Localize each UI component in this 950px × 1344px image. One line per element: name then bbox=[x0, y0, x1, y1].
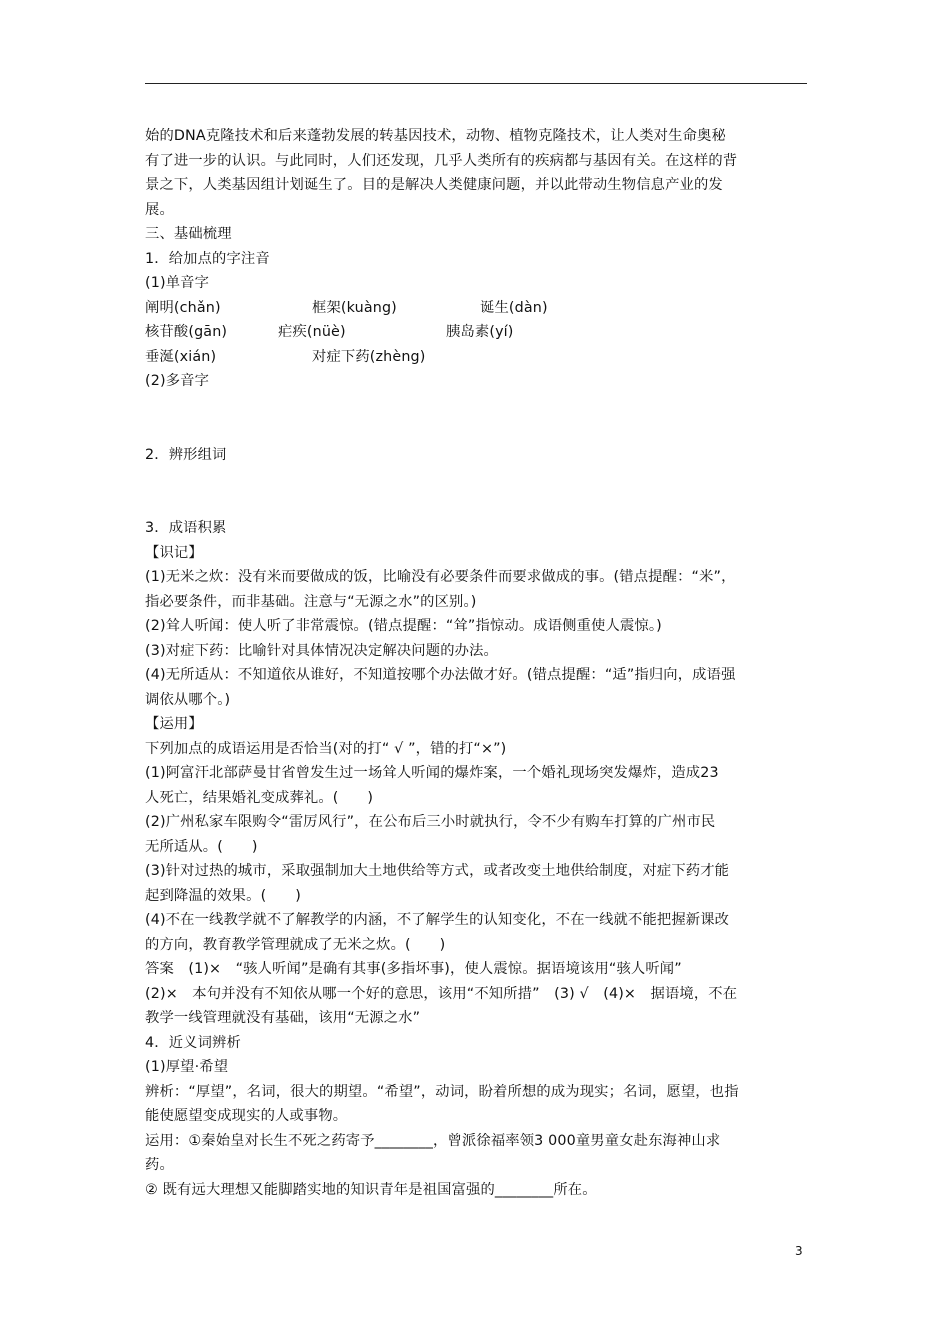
exercise-line: 下列加点的成语运用是否恰当(对的打“ √ ”，错的打“×”) bbox=[145, 740, 507, 757]
answer-line: 答案 (1)× “骇人听闻”是确有其事(多指坏事)，使人震惊。据语境该用“骇人听闻” bbox=[145, 961, 682, 977]
pinyin-item: 胰岛素(yí) bbox=[446, 324, 514, 340]
answer-line: (2)× 本句并没有不知依从哪一个好的意思，该用“不知所措” (3) √ (4)× 据语境，不在 bbox=[145, 985, 738, 1002]
section-heading: 三、基础梳理 bbox=[145, 226, 232, 242]
page-number: 3 bbox=[795, 1244, 803, 1258]
memo-line: 指必要条件，而非基础。注意与“无源之水”的区别。) bbox=[145, 593, 477, 610]
memo-line: (4)无所适从：不知道依从谁好，不知道按哪个办法做才好。(错点提醒：“适”指归向，成语强 bbox=[145, 667, 736, 683]
text-line: 有了进一步的认识。与此同时，人们还发现，几乎人类所有的疾病都与基因有关。在这样的背 bbox=[145, 152, 738, 169]
memo-line: 调依从哪个。) bbox=[145, 691, 231, 708]
pinyin-item: 诞生(dàn) bbox=[480, 299, 548, 316]
exercise-line: (2)广州私家车限购令“雷厉风行”，在公布后三小时就执行，令不少有购车打算的广州市民 bbox=[145, 814, 716, 830]
exercise-line: (1)阿富汗北部萨曼甘省曾发生过一场耸人听闻的爆炸案，一个婚礼现场突发爆炸，造成23 bbox=[145, 765, 719, 781]
question-1-title: 1．给加点的字注音 bbox=[145, 250, 270, 267]
memo-tag: 【识记】 bbox=[145, 544, 203, 561]
synonym-line: 药。 bbox=[145, 1157, 174, 1173]
synonym-line: ② 既有远大理想又能脚踏实地的知识青年是祖国富强的________所在。 bbox=[145, 1181, 597, 1198]
pinyin-item: 阐明(chǎn) bbox=[145, 299, 221, 316]
exercise-line: (3)针对过热的城市，采取强制加大土地供给等方式，或者改变土地供给制度，对症下药才能 bbox=[145, 863, 730, 879]
text-line: 景之下，人类基因组计划诞生了。目的是解决人类健康问题，并以此带动生物信息产业的发 bbox=[145, 177, 723, 193]
synonym-line: (1)厚望·希望 bbox=[145, 1059, 229, 1075]
pinyin-item: 对症下药(zhèng) bbox=[312, 348, 426, 365]
pinyin-item: 核苷酸(gān) bbox=[145, 324, 228, 340]
exercise-line: 人死亡，结果婚礼变成葬礼。( ) bbox=[145, 789, 374, 806]
document-body bbox=[145, 124, 809, 1202]
use-tag: 【运用】 bbox=[145, 716, 203, 732]
text-line: 展。 bbox=[145, 201, 174, 218]
answer-space bbox=[145, 418, 809, 443]
pinyin-row bbox=[145, 320, 809, 345]
pinyin-item: 框架(kuàng) bbox=[312, 299, 397, 316]
exercise-line: 的方向，教育教学管理就成了无米之炊。( ) bbox=[145, 936, 446, 953]
answer-space bbox=[145, 394, 809, 419]
answer-space bbox=[145, 492, 809, 517]
header-rule bbox=[145, 83, 807, 84]
synonym-line: 能使愿望变成现实的人或事物。 bbox=[145, 1108, 348, 1124]
memo-line: (3)对症下药：比喻针对具体情况决定解决问题的办法。 bbox=[145, 642, 498, 659]
text-line: 始的DNA克隆技术和后来蓬勃发展的转基因技术，动物、植物克隆技术，让人类对生命奥秘 bbox=[145, 128, 726, 144]
pinyin-row bbox=[145, 345, 809, 370]
question-2-title: 2．辨形组词 bbox=[145, 446, 227, 463]
question-3-title: 3．成语积累 bbox=[145, 520, 227, 536]
exercise-line: 无所适从。( ) bbox=[145, 838, 258, 855]
answer-line: 教学一线管理就没有基础，该用“无源之水” bbox=[145, 1010, 421, 1026]
exercise-line: (4)不在一线教学就不了解教学的内涵，不了解学生的认知变化，不在一线就不能把握新课改 bbox=[145, 912, 730, 928]
answer-space bbox=[145, 467, 809, 492]
pinyin-row bbox=[145, 296, 809, 321]
multi-sound-subheading: (2)多音字 bbox=[145, 373, 210, 389]
intro-paragraph bbox=[145, 124, 809, 222]
synonym-line: 辨析：“厚望”，名词，很大的期望。“希望”，动词，盼着所想的成为现实；名词，愿望，也指 bbox=[145, 1083, 739, 1100]
synonym-line: 运用：①秦始皇对长生不死之药寄予________，曾派徐福率领3 000童男童女赴东海神山求 bbox=[145, 1132, 721, 1149]
single-sound-subheading: (1)单音字 bbox=[145, 275, 210, 291]
exercise-line: 起到降温的效果。( ) bbox=[145, 887, 301, 904]
memo-line: (2)耸人听闻：使人听了非常震惊。(错点提醒：“耸”指惊动。成语侧重使人震惊。) bbox=[145, 618, 662, 634]
pinyin-item: 垂涎(xián) bbox=[145, 348, 217, 365]
memo-line: (1)无米之炊：没有米而要做成的饭，比喻没有必要条件而要求做成的事。(错点提醒：“米”， bbox=[145, 569, 736, 585]
question-4-title: 4．近义词辨析 bbox=[145, 1034, 241, 1051]
pinyin-item: 疟疾(nüè) bbox=[278, 324, 346, 340]
